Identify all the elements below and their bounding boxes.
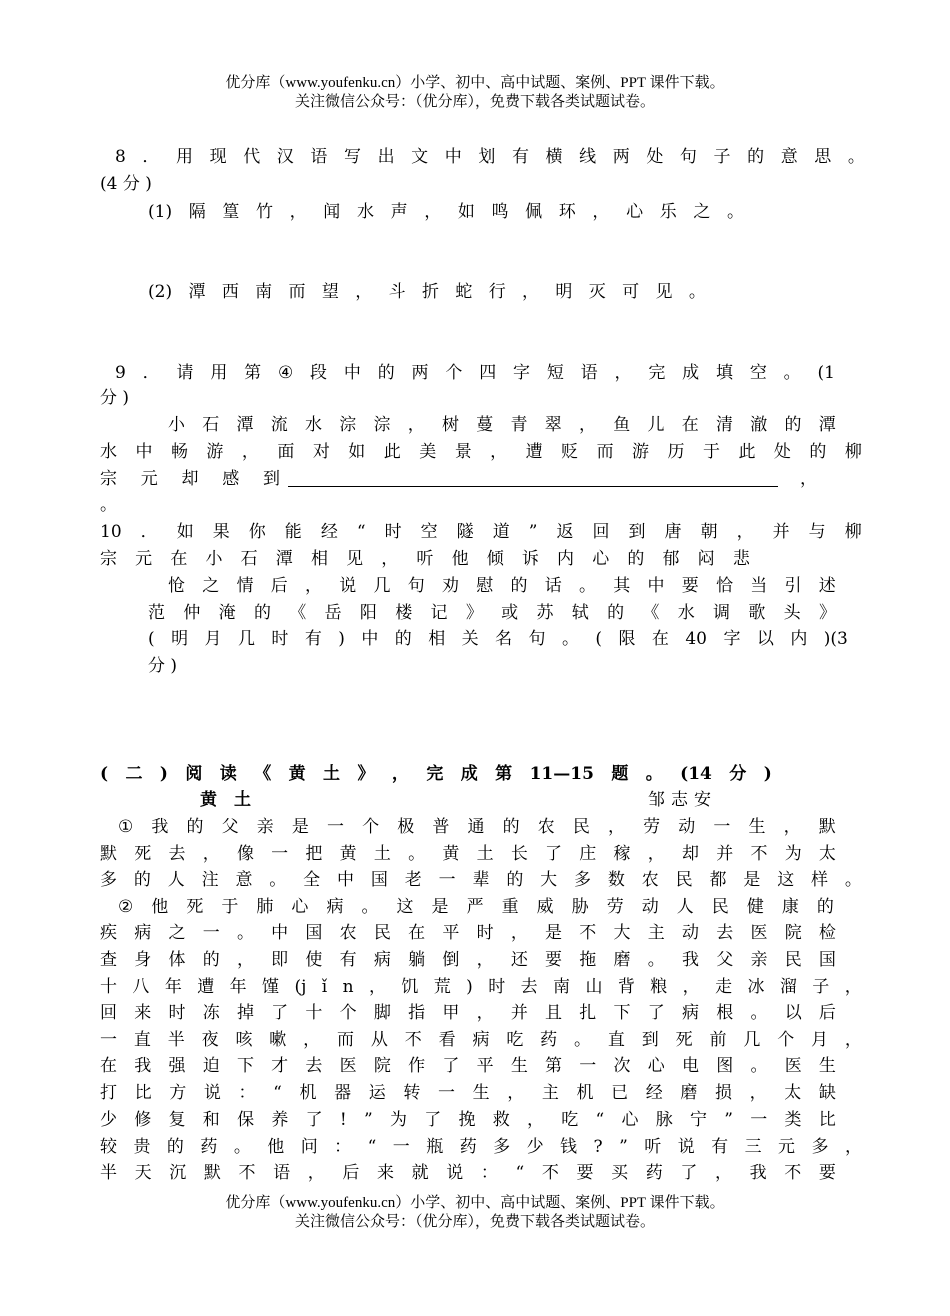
article-line: 查 身 体 的 ， 即 使 有 病 躺 倒 ， 还 要 拖 磨 。 我 父 亲 民 国	[100, 950, 836, 970]
q9-line-5-post: ，	[800, 469, 817, 489]
q9-line-5	[100, 468, 862, 490]
q10-line-1: 10 ． 如 果 你 能 经 “ 时 空 隧 道 ” 返 回 到 唐 朝 ， 并 与 柳	[100, 522, 862, 542]
q8-line-1: 8 ． 用 现 代 汉 语 写 出 文 中 划 有 横 线 两 处 句 子 的 意 思 。	[115, 147, 865, 167]
article-line: 十 八 年 遭 年 馑 (j ǐ n ， 饥 荒 ) 时 去 南 山 背 粮 ， 走 冰 溜 子 ，	[100, 977, 862, 997]
article-line: 回 来 时 冻 掉 了 十 个 脚 指 甲 ， 并 且 扎 下 了 病 根 。 以 后	[100, 1003, 836, 1023]
q9-line-1: 9 ． 请 用 第 ④ 段 中 的 两 个 四 字 短 语 ， 完 成 填 空 。 (1	[115, 363, 835, 383]
q10-line-4: 范 仲 淹 的 《 岳 阳 楼 记 》 或 苏 轼 的 《 水 调 歌 头 》	[148, 603, 836, 623]
q9-line-4: 水 中 畅 游 ， 面 对 如 此 美 景 ， 遭 贬 而 游 历 于 此 处 的 柳	[100, 442, 862, 462]
q10-line-5: ( 明 月 几 时 有 ) 中 的 相 关 名 句 。 ( 限 在 40 字 以 内 )(3	[148, 629, 848, 649]
article-line: 在 我 强 迫 下 才 去 医 院 作 了 平 生 第 一 次 心 电 图 。 医 生	[100, 1056, 836, 1076]
q9-line-2: 分 )	[100, 388, 130, 408]
footer-line-1: 优分库（www.youfenku.cn）小学、初中、高中试题、案例、PPT 课件下载。	[225, 1195, 725, 1211]
q10-line-6: 分 )	[148, 656, 178, 676]
article-line: ② 他 死 于 肺 心 病 。 这 是 严 重 威 胁 劳 动 人 民 健 康 的	[118, 897, 834, 917]
q9-answer-blank[interactable]	[288, 472, 778, 487]
article-title: 黄 土	[200, 790, 251, 810]
q10-line-2: 宗 元 在 小 石 潭 相 见 ， 听 他 倾 诉 内 心 的 郁 闷 悲	[100, 549, 750, 569]
article-line: 较 贵 的 药 。 他 问 ： “ 一 瓶 药 多 少 钱 ? ” 听 说 有 三 元 多 ，	[100, 1137, 862, 1157]
page-header	[0, 74, 950, 112]
q8-line-2: (4 分 )	[100, 174, 152, 194]
q8-item-1: (1) 隔 篁 竹 ， 闻 水 声 ， 如 鸣 佩 环 ， 心 乐 之 。	[148, 202, 744, 222]
article-line: 疾 病 之 一 。 中 国 农 民 在 平 时 ， 是 不 大 主 动 去 医 院 检	[100, 923, 836, 943]
q10-line-3: 怆 之 情 后 ， 说 几 句 劝 慰 的 话 。 其 中 要 恰 当 引 述	[168, 576, 836, 596]
article-line: 一 直 半 夜 咳 嗽 ， 而 从 不 看 病 吃 药 。 直 到 死 前 几 个 月 ，	[100, 1030, 862, 1050]
header-line-2: 关注微信公众号：（优分库），免费下载各类试题试卷。	[294, 94, 655, 110]
footer-line-2: 关注微信公众号：（优分库），免费下载各类试题试卷。	[294, 1214, 655, 1230]
q8-item-2: (2) 潭 西 南 而 望 ， 斗 折 蛇 行 ， 明 灭 可 见 。	[148, 282, 706, 302]
section2-heading: ( 二 ) 阅 读 《 黄 土 》 ， 完 成 第 11—15 题 。 (14 分 )	[100, 764, 772, 784]
header-line-1: 优分库（www.youfenku.cn）小学、初中、高中试题、案例、PPT 课件下载。	[225, 75, 725, 91]
article-author: 邹志安	[648, 790, 717, 810]
article-line: 打 比 方 说 ： “ 机 器 运 转 一 生 ， 主 机 已 经 磨 损 ， 太 缺	[100, 1083, 836, 1103]
article-line: ① 我 的 父 亲 是 一 个 极 普 通 的 农 民 ， 劳 动 一 生 ， 默	[118, 817, 836, 837]
q9-line-5-pre: 宗 元 却 感 到	[100, 469, 280, 489]
q9-line-6: 。	[100, 495, 117, 515]
article-line: 默 死 去 ， 像 一 把 黄 土 。 黄 土 长 了 庄 稼 ， 却 并 不 为 太	[100, 844, 836, 864]
article-line: 多 的 人 注 意 。 全 中 国 老 一 辈 的 大 多 数 农 民 都 是 这 样 。	[100, 870, 862, 890]
page-footer	[0, 1194, 950, 1232]
q9-line-3: 小 石 潭 流 水 淙 淙 ， 树 蔓 青 翠 ， 鱼 儿 在 清 澈 的 潭	[168, 415, 836, 435]
article-line: 半 天 沉 默 不 语 ， 后 来 就 说 ： “ 不 要 买 药 了 ， 我 不 要	[100, 1163, 836, 1183]
article-line: 少 修 复 和 保 养 了 ! ” 为 了 挽 救 ， 吃 “ 心 脉 宁 ” 一 类 比	[100, 1110, 836, 1130]
